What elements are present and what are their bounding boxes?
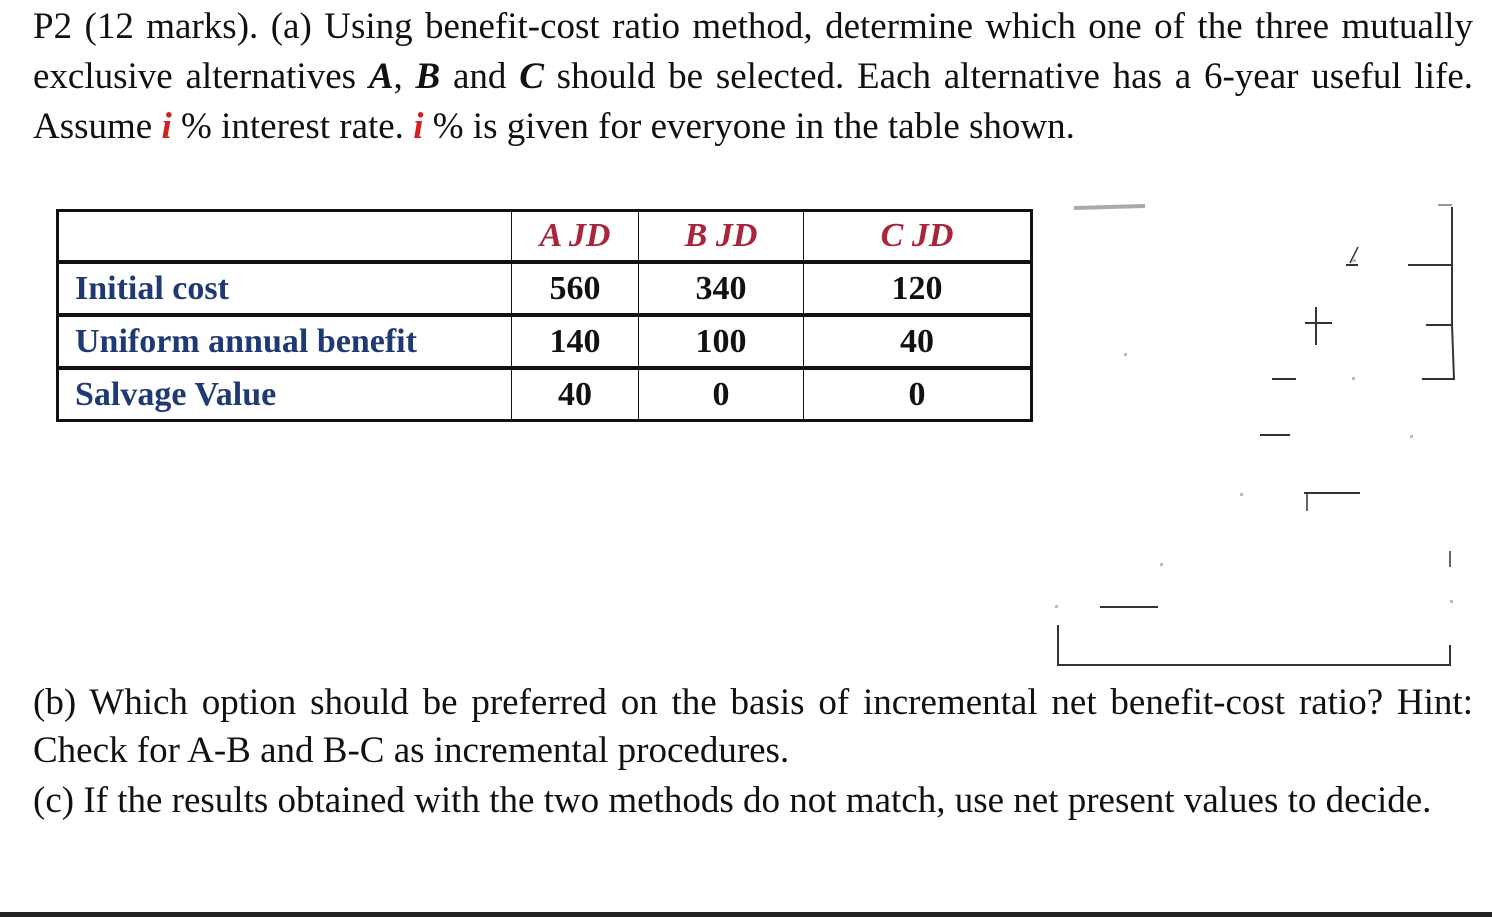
table-cell: 0 xyxy=(639,368,804,421)
table-cell: 140 xyxy=(512,315,639,368)
intro-sep-2: and xyxy=(440,56,520,97)
header-a xyxy=(512,211,639,263)
interest-symbol-1: i xyxy=(161,106,172,147)
alternatives-table xyxy=(56,209,1033,422)
question-part-c: (c) If the results obtained with the two methods do not match, use net present values to decide. xyxy=(33,780,1432,821)
alternative-c: C xyxy=(519,56,544,97)
header-a-letter: A xyxy=(539,217,561,254)
table-header-row xyxy=(58,211,1032,263)
table-row xyxy=(58,262,1032,315)
header-b xyxy=(639,211,804,263)
row-label: Initial cost xyxy=(58,262,512,315)
table-cell: 560 xyxy=(512,262,639,315)
interest-symbol-2: i xyxy=(413,106,424,147)
page-bottom-border xyxy=(0,912,1492,917)
alternative-a: A xyxy=(368,56,394,97)
intro-sep-1: , xyxy=(393,56,416,97)
header-empty-cell xyxy=(58,211,512,263)
question-part-b: (b) Which option should be preferred on the basis of incremental net benefit-cost ratio? Hint: Check for A-B and B-C as incremental procedures. xyxy=(33,682,1473,771)
scan-artifact-lines xyxy=(1040,195,1470,675)
header-c xyxy=(804,211,1032,263)
header-b-letter: B xyxy=(684,217,708,254)
problem-statement xyxy=(33,2,1473,152)
table-cell: 120 xyxy=(804,262,1032,315)
table-cell: 100 xyxy=(639,315,804,368)
header-a-unit: JD xyxy=(560,217,611,254)
intro-text-4: % is given for everyone in the table shown. xyxy=(423,106,1075,147)
row-label: Uniform annual benefit xyxy=(58,315,512,368)
row-label: Salvage Value xyxy=(58,368,512,421)
table-row xyxy=(58,315,1032,368)
table-row xyxy=(58,368,1032,421)
header-c-unit: JD xyxy=(903,217,954,254)
alternative-b: B xyxy=(415,56,441,97)
header-b-unit: JD xyxy=(707,217,758,254)
table-cell: 0 xyxy=(804,368,1032,421)
table-cell: 40 xyxy=(512,368,639,421)
header-c-letter: C xyxy=(880,217,904,254)
intro-text-2: should be selected. Each alternative has a 6-year useful life. Assume xyxy=(33,56,1473,147)
table-cell: 40 xyxy=(804,315,1032,368)
intro-text-3: % interest rate. xyxy=(171,106,414,147)
intro-text-1: P2 (12 marks). (a) Using benefit-cost ratio method, determine which one of the three mutually exclusive alternatives xyxy=(33,6,1473,97)
table-cell: 340 xyxy=(639,262,804,315)
